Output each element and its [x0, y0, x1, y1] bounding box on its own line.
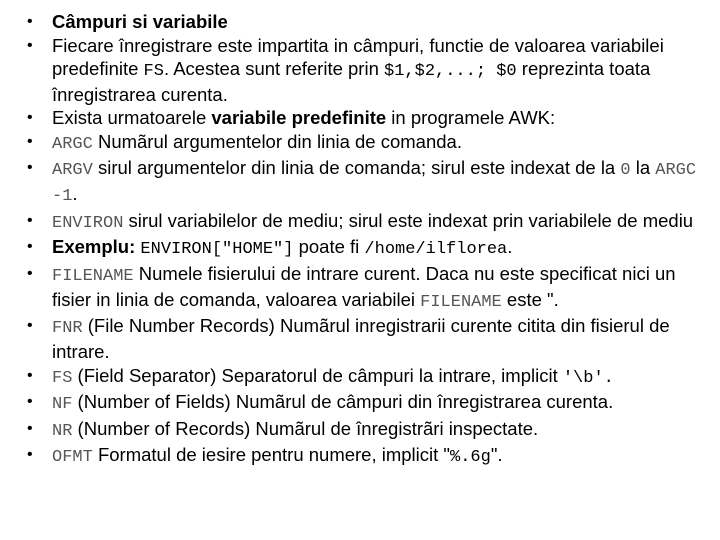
body-text: Numãrul argumentelor din linia de comanda.: [92, 130, 462, 152]
code-text: ARGC: [52, 134, 93, 154]
code-text: NF: [52, 395, 73, 414]
body-text: Fiecare înregistrare este impartita in câmpuri, functie de valoarea variabilei predefinite: [52, 34, 664, 79]
body-text: sirul argumentelor din linia de comanda; sirul este indexat de la: [92, 157, 621, 178]
code-text: 0: [620, 161, 631, 180]
body-text: . Acestea sunt referite prin: [163, 57, 385, 79]
bullet-item: [27, 262, 702, 314]
code-text: /home/ilflorea: [364, 240, 508, 259]
bullet-item: [27, 364, 702, 390]
bullet-dot-icon: •: [27, 159, 33, 176]
bold-text: variabile predefinite: [211, 107, 387, 128]
code-text: FILENAME: [52, 266, 134, 286]
code-text: ENVIRON["HOME"]: [140, 240, 294, 259]
body-text: la: [630, 157, 656, 178]
body-text: .: [72, 183, 78, 204]
bullet-item: [27, 390, 702, 416]
code-text: %.6g: [450, 448, 491, 467]
body-text: poate fi: [293, 236, 365, 257]
bullet-dot-icon: •: [27, 446, 33, 463]
bullet-dot-icon: •: [27, 264, 33, 282]
body-text: in programele AWK:: [386, 107, 556, 128]
code-text: FNR: [52, 319, 83, 338]
body-text: Formatul de iesire pentru numere, implicit ": [92, 444, 450, 465]
code-text: FILENAME: [420, 292, 502, 312]
body-text: (File Number Records) Numãrul inregistrarii curente citita din fisierul de intrare.: [52, 315, 670, 362]
body-text: (Field Separator) Separatorul de câmpuri la intrare, implicit: [72, 364, 563, 386]
bullet-item: [27, 314, 702, 363]
bullet-item: [27, 443, 702, 469]
body-text: Exista urmatoarele: [52, 107, 212, 128]
bullet-item: [27, 417, 702, 443]
bullet-item: [27, 130, 702, 156]
bullet-dot-icon: •: [27, 36, 33, 54]
bullet-dot-icon: •: [27, 366, 33, 384]
bold-text: Exemplu:: [52, 236, 136, 257]
bullet-dot-icon: •: [27, 238, 33, 255]
bullet-dot-icon: •: [27, 393, 33, 410]
code-text: NR: [52, 421, 73, 441]
body-text: .: [507, 236, 513, 257]
body-text: ".: [490, 444, 503, 465]
body-text: sirul variabilelor de mediu; sirul este indexat prin variabilele de mediu: [123, 209, 694, 231]
body-text: Numele fisierului de intrare curent. Daca nu este specificat nici un fisier in linia de comanda, valoarea variabilei: [52, 262, 676, 310]
bullet-item: [27, 209, 702, 235]
code-text: FS: [143, 61, 164, 81]
code-text: $1,$2,...; $0: [384, 61, 517, 81]
bold-text: Câmpuri si variabile: [52, 11, 228, 32]
body-text: reprezinta toata înregistrarea curenta.: [52, 57, 651, 105]
body-text: (Number of Fields) Numãrul de câmpuri din înregistrarea curenta.: [72, 391, 614, 412]
code-text: OFMT: [52, 448, 93, 467]
code-text: ARGC -1: [52, 161, 697, 206]
bullet-dot-icon: •: [27, 13, 33, 30]
bullet-list: [27, 10, 702, 470]
bullet-dot-icon: •: [27, 132, 33, 150]
bullet-item: [27, 34, 702, 106]
bullet-item: [27, 10, 702, 33]
bullet-dot-icon: •: [27, 317, 33, 334]
bullet-dot-icon: •: [27, 419, 33, 437]
code-text: FS: [52, 368, 73, 388]
body-text: (Number of Records) Numãrul de înregistrãri inspectate.: [72, 417, 539, 439]
bullet-item: [27, 106, 702, 129]
bullet-dot-icon: •: [27, 109, 33, 126]
bullet-item: [27, 156, 702, 208]
bullet-dot-icon: •: [27, 211, 33, 229]
code-text: ENVIRON: [52, 213, 124, 233]
body-text: este ".: [501, 288, 559, 310]
code-text: ARGV: [52, 161, 93, 180]
code-text: '\b'.: [562, 368, 614, 388]
bullet-item: [27, 235, 702, 261]
